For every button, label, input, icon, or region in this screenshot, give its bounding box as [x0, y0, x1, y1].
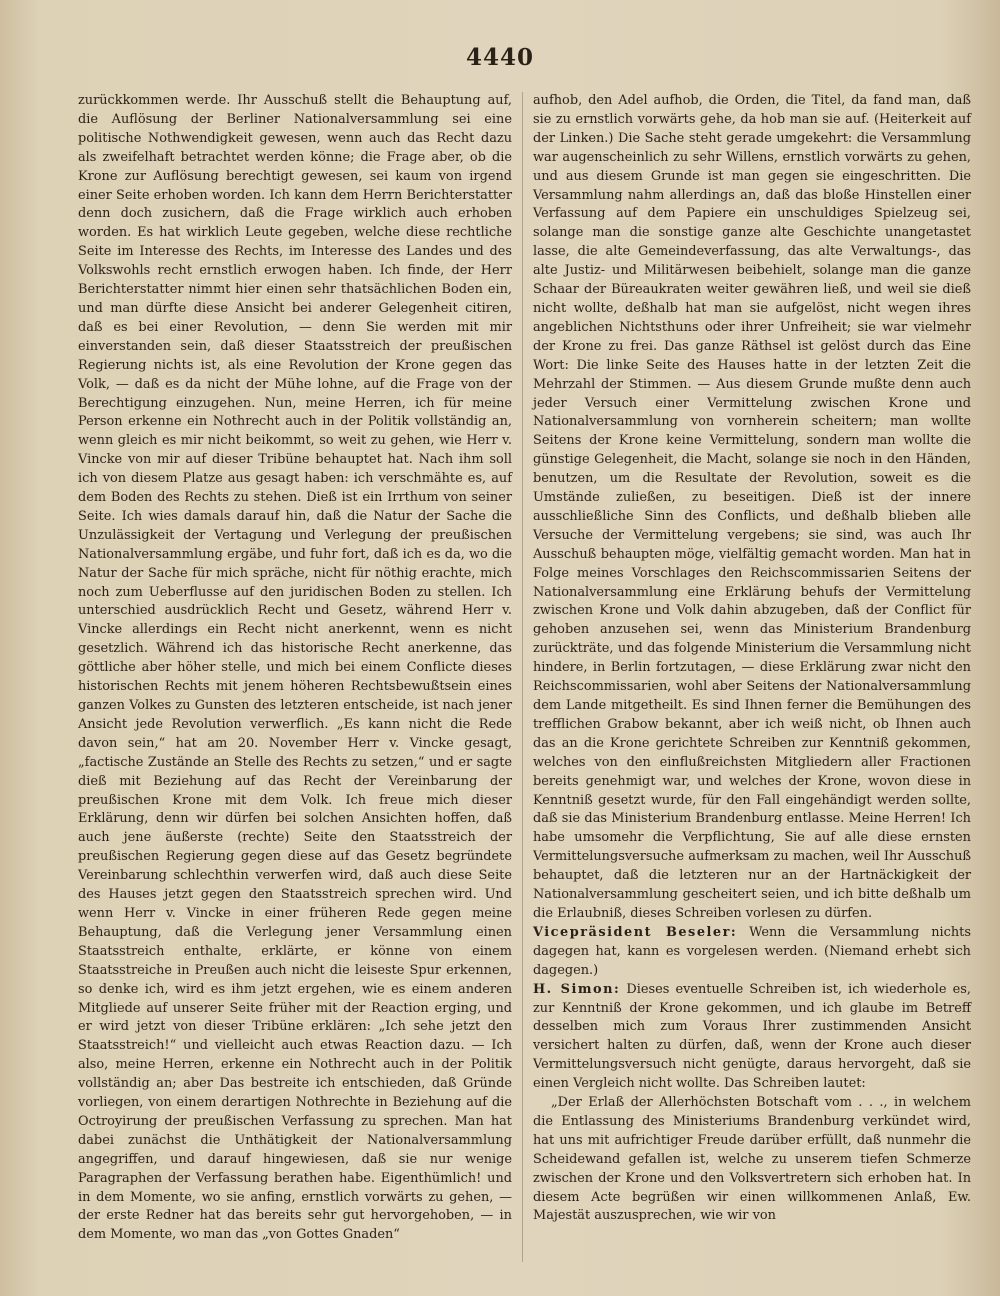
right-column: [533, 92, 971, 1226]
speech-text: Wenn die Versammlung nichts dagegen hat, kann es vorgelesen werden. (Niemand erhebt sich dagegen.): [533, 924, 971, 978]
speaker-name: H. Simon:: [533, 981, 621, 997]
page-number: 4440: [465, 44, 534, 71]
left-column: [78, 92, 512, 1245]
right-column-continuation: aufhob, den Adel aufhob, die Orden, die Titel, da fand man, daß sie zu ernstlich vorwärts gehe, da hob man sie auf. (Heiterkeit auf der Linken.) Die Sache steht gerade umgekehrt: die Versammlung war augenscheinlich zu sehr Willens, ernstlich vorwärts zu gehen, und aus diesem Grunde ist man gegen sie eingeschritten. Die Versammlung nahm allerdings an, daß das bloße Hinstellen einer Verfassung auf dem Papiere ein unschuldiges Spielzeug sei, solange man die sonstige ganze alte Geschichte unangetastet lasse, die alte Gemeindeverfassung, das alte Verwaltungs-, das alte Justiz- und Militärwesen beibehielt, solange man die ganze Schaar der Büreaukraten weiter gewähren ließ, und weil sie dieß nicht wollte, deßhalb hat man sie aufgelöst, nicht wegen ihres angeblichen Nichtsthuns oder ihrer Unfreiheit; sie war vielmehr der Krone zu frei. Das ganze Räthsel ist gelöst durch das Eine Wort: Die linke Seite des Hauses hatte in der letzten Zeit die Mehrzahl der Stimmen. — Aus diesem Grunde mußte denn auch jeder Versuch einer Vermittelung zwischen Krone und Nationalversammlung von vornherein scheitern; man wollte Seitens der Krone keine Vermittelung, sondern man wollte die günstige Gelegenheit, die Macht, solange sie noch in den Händen, benutzen, um die Resultate der Revolution, soweit es die Umstände zuließen, zu beseitigen. Dieß ist der innere ausschließliche Sinn des Conflicts, und deßhalb blieben alle Versuche der Vermittelung vergebens; sie sind, was auch Ihr Ausschuß behaupten möge, vielfältig gemacht worden. Man hat in Folge meines Vorschlages den Reichscommissarien Seitens der Nationalversammlung eine Erklärung behufs der Vermittelung zwischen Krone und Volk dahin abzugeben, daß der Conflict für gehoben anzusehen sei, wenn das Ministerium Brandenburg zurückträte, und das folgende Ministerium die Versammlung nicht hindere, in Berlin fortzutagen, — diese Erklärung zwar nicht den Reichscommissarien, wohl aber Seitens der Nationalversammlung dem Lande mitgetheilt. Es sind Ihnen ferner die Bemühungen des trefflichen Grabow bekannt, aber ich weiß nicht, ob Ihnen auch das an die Krone gerichtete Schreiben zur Kenntniß gekommen, welches von den einflußreichsten Mitgliedern aller Fractionen bereits genehmigt war, und welches der Krone, wovon diese in Kenntniß gesetzt wurde, für den Fall eingehändigt werden sollte, daß sie das Ministerium Brandenburg entlasse. Meine Herren! Ich habe umsomehr die Verpflichtung, Sie auf alle diese ernsten Vermittelungsversuche aufmerksam zu machen, weil Ihr Ausschuß behauptet, daß die letzteren nur an der Hartnäckigkeit der Nationalversammlung gescheitert seien, und ich bitte deßhalb um die Erlaubniß, dieses Schreiben vorlesen zu dürfen.: [533, 93, 971, 921]
column-divider: [522, 92, 523, 1262]
speaker-name: Vicepräsident Beseler:: [533, 924, 738, 940]
quoted-letter: „Der Erlaß der Allerhöchsten Botschaft vom . . ., in welchem die Entlassung des Ministeriums Brandenburg verkündet wird, hat uns mit aufrichtiger Freude darüber erfüllt, daß nunmehr die Scheidewand gefallen ist, welche zu unserem tiefen Schmerze zwischen der Krone und den Volksvertretern sich erhoben hat. In diesem Acte begrüßen wir einen willkommenen Anlaß, Ew. Majestät auszusprechen, wie wir von: [533, 1095, 971, 1224]
left-column-text: zurückkommen werde. Ihr Ausschuß stellt die Behauptung auf, die Auflösung der Berliner Nationalversammlung sei eine politische Nothwendigkeit gewesen, wenn auch das Recht dazu als zweifelhaft betrachtet werden könne; die Frage aber, ob die Krone zur Auflösung berechtigt gewesen, sei kaum von irgend einer Seite erhoben worden. Ich kann dem Herrn Berichterstatter denn doch zusichern, daß die Frage wirklich auch erhoben worden. Es hat wirklich Leute gegeben, welche diese rechtliche Seite im Interesse des Rechts, im Interesse des Landes und des Volkswohls recht ernstlich erwogen haben. Ich finde, der Herr Berichterstatter nimmt hier einen sehr thatsächlichen Boden ein, und man dürfte diese Ansicht bei anderer Gelegenheit citiren, daß es bei einer Revolution, — denn Sie werden mit mir einverstanden sein, daß dieser Staatsstreich der preußischen Regierung nichts ist, als eine Revolution der Krone gegen das Volk, — daß es da nicht der Mühe lohne, auf die Frage von der Berechtigung einzugehen. Nun, meine Herren, ich für meine Person erkenne ein Nothrecht auch in der Politik vollständig an, wenn gleich es mir nicht beikommt, so weit zu gehen, wie Herr v. Vincke von mir auf dieser Tribüne behauptet hat. Nach ihm soll ich von diesem Platze aus gesagt haben: ich verschmähte es, auf dem Boden des Rechts zu stehen. Dieß ist ein Irrthum von seiner Seite. Ich wies damals darauf hin, daß die Natur der Sache die Unzulässigkeit der Vertagung und Verlegung der preußischen Nationalversammlung ergäbe, und fuhr fort, daß ich es da, wo die Natur der Sache für mich spräche, nicht für nöthig erachte, mich noch zum Ueberflusse auf den juridischen Boden zu stellen. Ich unterschied ausdrücklich Recht und Gesetz, während Herr v. Vincke allerdings ein Recht nicht anerkennt, wenn es nicht gesetzlich. Während ich das historische Recht anerkenne, das göttliche aber höher stelle, und mich bei einem Conflicte dieses historischen Rechts mit jenem höheren Rechtsbewußtsein eines ganzen Volkes zu Gunsten des letzteren entscheide, ist nach jener Ansicht jede Revolution verwerflich. „Es kann nicht die Rede davon sein,“ hat am 20. November Herr v. Vincke gesagt, „factische Zustände an Stelle des Rechts zu setzen,“ und er sagte dieß mit Beziehung auf das Recht der Vereinbarung der preußischen Krone mit dem Volk. Ich freue mich dieser Erklärung, denn wir dürfen bei solchen Ansichten hoffen, daß auch jene äußerste (rechte) Seite den Staatsstreich der preußischen Regierung gegen diese auf das Gesetz begründete Vereinbarung schlechthin verwerfen wird, daß auch diese Seite des Hauses jetzt gegen den Staatsstreich sprechen wird. Und wenn Herr v. Vincke in einer früheren Rede gegen meine Behauptung, daß die Verlegung jener Versammlung einen Staatsstreich enthalte, erklärte, er könne von einem Staatsstreiche in Preußen auch nicht die leiseste Spur erkennen, so denke ich, wird es ihm jetzt ergehen, wie es einem anderen Mitgliede auf unserer Seite früher mit der Reaction erging, und er wird jetzt von dieser Tribüne erklären: „Ich sehe jetzt den Staatsstreich!“ und vielleicht auch etwas Reaction dazu. — Ich also, meine Herren, erkenne ein Nothrecht auch in der Politik vollständig an; aber Das bestreite ich entschieden, daß Gründe vorliegen, von einem derartigen Nothrechte in Beziehung auf die Octroyirung der preußischen Verfassung zu sprechen. Man hat dabei zunächst die Unthätigkeit der Nationalversammlung angegriffen, und darauf hingewiesen, daß sie nur wenige Paragraphen der Verfassung berathen habe. Eigenthümlich! und in dem Momente, wo sie anfing, ernstlich vorwärts zu gehen, — der erste Redner hat das bereits sehr gut hervorgehoben, — in dem Momente, wo man das „von Gottes Gnaden“: [78, 93, 512, 1243]
speech-beseler: [533, 924, 971, 981]
speech-simon: [533, 981, 971, 1094]
speech-text: Dieses eventuelle Schreiben ist, ich wiederhole es, zur Kenntniß der Krone gekommen, und ich glaube im Betreff desselben mich zum Voraus Ihrer zustimmenden Ansicht versichert halten zu dürfen, daß, wenn der Krone auch dieser Vermittelungsversuch nicht genügte, daraus hervorgeht, daß sie einen Vergleich nicht wollte. Das Schreiben lautet:: [533, 981, 971, 1092]
